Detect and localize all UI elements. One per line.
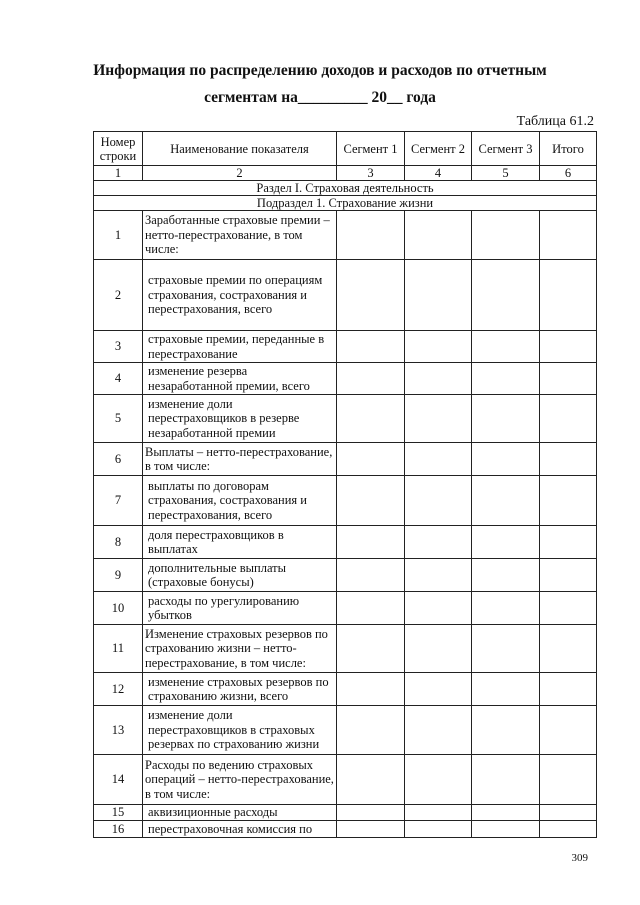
indicator-name: изменение доли перестраховщиков в страховых резервах по страхованию жизни bbox=[143, 706, 337, 755]
row-number: 2 bbox=[94, 260, 143, 331]
column-number: 2 bbox=[143, 166, 337, 181]
segment-cell bbox=[337, 395, 405, 443]
segment-cell bbox=[405, 526, 472, 559]
segment-cell bbox=[472, 395, 540, 443]
column-number-row bbox=[94, 166, 597, 181]
segment-cell bbox=[337, 755, 405, 805]
header-cell: Номер строки bbox=[94, 132, 143, 166]
segment-cell bbox=[337, 673, 405, 706]
indicator-name: страховые премии по операциям страхования, сострахования и перестрахования, всего bbox=[143, 260, 337, 331]
segment-cell bbox=[472, 211, 540, 260]
segment-cell bbox=[405, 476, 472, 526]
column-number: 1 bbox=[94, 166, 143, 181]
row-number: 6 bbox=[94, 443, 143, 476]
segment-cell bbox=[472, 443, 540, 476]
row-number: 1 bbox=[94, 211, 143, 260]
table-row bbox=[94, 592, 597, 625]
document-title-line1: Информация по распределению доходов и расходов по отчетным bbox=[93, 62, 547, 79]
indicator-name: Заработанные страховые премии – нетто-перестрахование, в том числе: bbox=[143, 211, 337, 260]
segment-cell bbox=[337, 211, 405, 260]
indicator-name: Расходы по ведению страховых операций – нетто-перестрахование, в том числе: bbox=[143, 755, 337, 805]
row-number: 13 bbox=[94, 706, 143, 755]
segment-cell bbox=[472, 559, 540, 592]
total-cell bbox=[540, 395, 597, 443]
indicator-name: перестраховочная комиссия по bbox=[143, 821, 337, 838]
row-number: 4 bbox=[94, 363, 143, 395]
row-number: 16 bbox=[94, 821, 143, 838]
segment-cell bbox=[337, 526, 405, 559]
segment-cell bbox=[405, 559, 472, 592]
segment-cell bbox=[337, 805, 405, 821]
segment-cell bbox=[337, 706, 405, 755]
row-number: 7 bbox=[94, 476, 143, 526]
segment-cell bbox=[405, 395, 472, 443]
table-row bbox=[94, 443, 597, 476]
total-cell bbox=[540, 363, 597, 395]
segment-cell bbox=[337, 625, 405, 673]
column-number: 3 bbox=[337, 166, 405, 181]
row-number: 10 bbox=[94, 592, 143, 625]
segment-cell bbox=[472, 755, 540, 805]
header-cell: Сегмент 1 bbox=[337, 132, 405, 166]
segment-cell bbox=[405, 821, 472, 838]
segment-cell bbox=[405, 755, 472, 805]
total-cell bbox=[540, 625, 597, 673]
segment-cell bbox=[472, 706, 540, 755]
column-number: 5 bbox=[472, 166, 540, 181]
table-row bbox=[94, 363, 597, 395]
table-row bbox=[94, 706, 597, 755]
segment-cell bbox=[405, 443, 472, 476]
total-cell bbox=[540, 821, 597, 838]
segment-cell bbox=[405, 331, 472, 363]
table-row bbox=[94, 625, 597, 673]
header-row bbox=[94, 132, 597, 166]
table-row bbox=[94, 331, 597, 363]
total-cell bbox=[540, 706, 597, 755]
table-label: Таблица 61.2 bbox=[516, 114, 594, 129]
total-cell bbox=[540, 805, 597, 821]
segment-cell bbox=[337, 260, 405, 331]
segment-cell bbox=[337, 331, 405, 363]
row-number: 5 bbox=[94, 395, 143, 443]
column-number: 4 bbox=[405, 166, 472, 181]
header-cell: Итого bbox=[540, 132, 597, 166]
total-cell bbox=[540, 755, 597, 805]
indicator-name: изменение доли перестраховщиков в резерве незаработанной премии bbox=[143, 395, 337, 443]
indicator-name: доля перестраховщиков в выплатах bbox=[143, 526, 337, 559]
subsection-row bbox=[94, 196, 597, 211]
segment-cell bbox=[472, 592, 540, 625]
header-cell: Сегмент 3 bbox=[472, 132, 540, 166]
subsection-title: Подраздел 1. Страхование жизни bbox=[94, 196, 597, 211]
table-row bbox=[94, 821, 597, 838]
row-number: 8 bbox=[94, 526, 143, 559]
table-row bbox=[94, 260, 597, 331]
segment-cell bbox=[472, 805, 540, 821]
table-row bbox=[94, 755, 597, 805]
indicator-name: страховые премии, переданные в перестрахование bbox=[143, 331, 337, 363]
table-row bbox=[94, 395, 597, 443]
table-row bbox=[94, 476, 597, 526]
segment-cell bbox=[405, 592, 472, 625]
segment-cell bbox=[472, 331, 540, 363]
row-number: 14 bbox=[94, 755, 143, 805]
total-cell bbox=[540, 592, 597, 625]
total-cell bbox=[540, 476, 597, 526]
header-cell: Наименование показателя bbox=[143, 132, 337, 166]
segment-cell bbox=[472, 526, 540, 559]
segment-cell bbox=[472, 260, 540, 331]
table-row bbox=[94, 805, 597, 821]
indicator-name: Изменение страховых резервов по страхованию жизни – нетто-перестрахование, в том числе: bbox=[143, 625, 337, 673]
indicator-name: дополнительные выплаты (страховые бонусы) bbox=[143, 559, 337, 592]
total-cell bbox=[540, 673, 597, 706]
row-number: 9 bbox=[94, 559, 143, 592]
segment-cell bbox=[405, 706, 472, 755]
segment-cell bbox=[337, 592, 405, 625]
row-number: 11 bbox=[94, 625, 143, 673]
indicator-name: изменение страховых резервов по страхованию жизни, всего bbox=[143, 673, 337, 706]
segment-cell bbox=[405, 260, 472, 331]
indicator-name: аквизиционные расходы bbox=[143, 805, 337, 821]
header-cell: Сегмент 2 bbox=[405, 132, 472, 166]
table-row bbox=[94, 673, 597, 706]
segments-table bbox=[93, 131, 597, 838]
indicator-name: изменение резерва незаработанной премии, всего bbox=[143, 363, 337, 395]
total-cell bbox=[540, 526, 597, 559]
segment-cell bbox=[405, 805, 472, 821]
segment-cell bbox=[405, 363, 472, 395]
section-title: Раздел I. Страховая деятельность bbox=[94, 181, 597, 196]
indicator-name: расходы по урегулированию убытков bbox=[143, 592, 337, 625]
total-cell bbox=[540, 559, 597, 592]
table-row bbox=[94, 526, 597, 559]
row-number: 12 bbox=[94, 673, 143, 706]
total-cell bbox=[540, 331, 597, 363]
total-cell bbox=[540, 211, 597, 260]
column-number: 6 bbox=[540, 166, 597, 181]
indicator-name: Выплаты – нетто-перестрахование, в том числе: bbox=[143, 443, 337, 476]
document-title-line2: сегментам на_________ 20__ года bbox=[204, 89, 436, 106]
segment-cell bbox=[337, 443, 405, 476]
section-row bbox=[94, 181, 597, 196]
total-cell bbox=[540, 260, 597, 331]
row-number: 15 bbox=[94, 805, 143, 821]
segment-cell bbox=[337, 559, 405, 592]
segment-cell bbox=[472, 673, 540, 706]
segment-cell bbox=[405, 673, 472, 706]
segment-cell bbox=[472, 363, 540, 395]
segment-cell bbox=[472, 821, 540, 838]
page-number: 309 bbox=[571, 852, 588, 864]
table-row bbox=[94, 211, 597, 260]
total-cell bbox=[540, 443, 597, 476]
segment-cell bbox=[337, 476, 405, 526]
segment-cell bbox=[472, 476, 540, 526]
indicator-name: выплаты по договорам страхования, сострахования и перестрахования, всего bbox=[143, 476, 337, 526]
segment-cell bbox=[405, 211, 472, 260]
row-number: 3 bbox=[94, 331, 143, 363]
segment-cell bbox=[472, 625, 540, 673]
segment-cell bbox=[337, 821, 405, 838]
segment-cell bbox=[405, 625, 472, 673]
segment-cell bbox=[337, 363, 405, 395]
table-row bbox=[94, 559, 597, 592]
